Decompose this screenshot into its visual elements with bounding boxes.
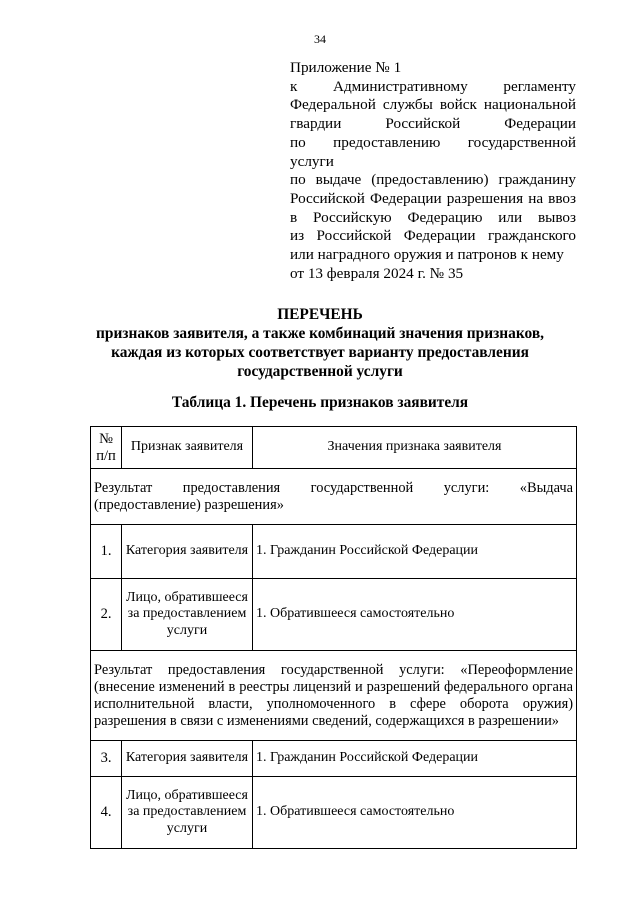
appendix-line: в Российскую Федерацию или вывоз	[290, 208, 576, 226]
appendix-line: по предоставлению государственной услуги	[290, 133, 576, 170]
section-result-1: Результат предоставления государственной услуги: «Выдача (предоставление) разрешения»	[91, 469, 577, 525]
heading-title: ПЕРЕЧЕНЬ	[277, 306, 363, 323]
heading-line: признаков заявителя, а также комбинаций значения признаков,	[96, 325, 544, 342]
section-row	[91, 469, 577, 525]
row-value: 1. Обратившееся самостоятельно	[253, 777, 577, 849]
appendix-line: по выдаче (предоставлению) гражданину	[290, 171, 576, 189]
row-num: 4.	[91, 777, 122, 849]
row-attr: Лицо, обратившееся за предоставлением услуги	[122, 777, 253, 849]
table-row	[91, 579, 577, 651]
table-row	[91, 741, 577, 777]
header-num: № п/п	[91, 427, 122, 469]
page-number: 34	[314, 32, 326, 46]
appendix-block	[290, 59, 576, 283]
section-result-2: Результат предоставления государственной услуги: «Переоформление (внесение изменений в реестры лицензий и разрешений федерального органа исполнительной власти, уполномоченного в сфере оборота оружия) разрешения в связи с изменениями сведений, содержащихся в разрешении»	[91, 651, 577, 741]
row-attr: Категория заявителя	[122, 525, 253, 579]
heading-line: государственной услуги	[237, 363, 403, 380]
row-value: 1. Гражданин Российской Федерации	[253, 741, 577, 777]
section-row	[91, 651, 577, 741]
appendix-line: Российской Федерации разрешения на ввоз	[290, 189, 576, 207]
document-heading	[70, 305, 570, 381]
appendix-line: или наградного оружия и патронов к нему	[290, 246, 564, 264]
header-values: Значения признака заявителя	[253, 427, 577, 469]
appendix-line: к Административному регламенту	[290, 77, 576, 95]
appendix-line: гвардии Российской Федерации	[290, 115, 576, 133]
row-value: 1. Гражданин Российской Федерации	[253, 525, 577, 579]
appendix-line: Приложение № 1	[290, 59, 402, 76]
appendix-line: из Российской Федерации гражданского	[290, 227, 576, 245]
row-num: 2.	[91, 579, 122, 651]
heading-line: каждая из которых соответствует варианту предоставления	[111, 344, 529, 361]
table-row	[91, 777, 577, 849]
table-title: Таблица 1. Перечень признаков заявителя	[171, 394, 469, 411]
table-header-row	[91, 427, 577, 469]
row-num: 1.	[91, 525, 122, 579]
header-attr: Признак заявителя	[122, 427, 253, 469]
appendix-line: от 13 февраля 2024 г. № 35	[290, 264, 464, 282]
row-value: 1. Обратившееся самостоятельно	[253, 579, 577, 651]
row-num: 3.	[91, 741, 122, 777]
row-attr: Категория заявителя	[122, 741, 253, 777]
applicant-attributes-table	[90, 426, 577, 849]
appendix-line: Федеральной службы войск национальной	[290, 96, 576, 114]
row-attr: Лицо, обратившееся за предоставлением услуги	[122, 579, 253, 651]
table-row	[91, 525, 577, 579]
